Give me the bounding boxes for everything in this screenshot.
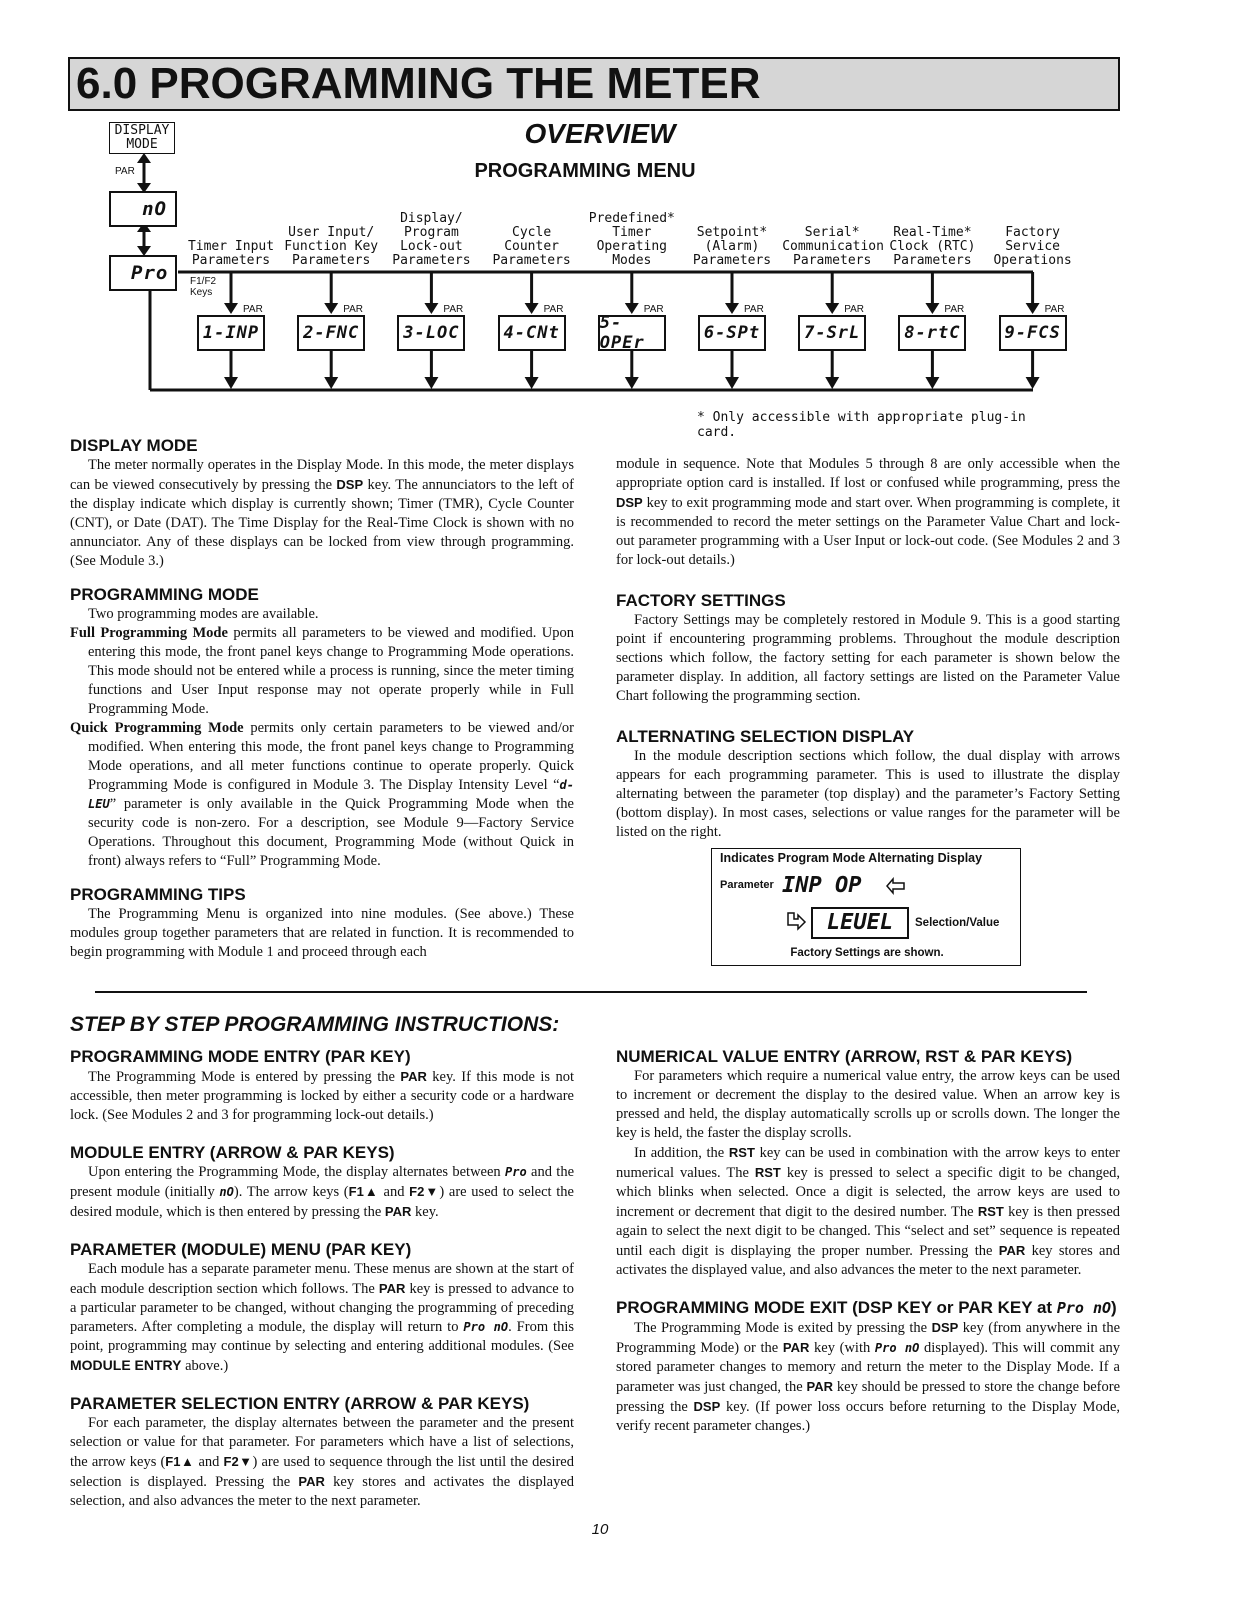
return-arrow-icon [884,877,908,901]
alternating-display-heading: ALTERNATING SELECTION DISPLAY [616,727,915,746]
parameter-display: INP OP [782,873,862,898]
parameter-menu-heading: PARAMETER (MODULE) MENU (PAR KEY) [70,1240,412,1259]
programming-tips-heading: PROGRAMMING TIPS [70,885,246,904]
numerical-entry-paragraph-1: For parameters which require a numerical value entry, the arrow keys can be used to increment or decrement the display to the desired value. When an arrow key is pressed and held, the display automatically scrolls up or scrolls down. The longer the key is held, the faster the display scrolls. [616,1068,1120,1141]
alternating-display-box [711,848,1021,966]
module-label-8: Real-Time* Clock (RTC) Parameters [889,225,976,268]
module-par-label-8: PAR [944,304,965,315]
module-label-4: Cycle Counter Parameters [492,225,571,268]
programming-tips-paragraph: The Programming Menu is organized into nine modules. (See above.) These modules group together parameters that are related in function. It is recommended to begin programming with Module 1 and proceed through each [70,906,574,960]
alternating-display-paragraph: In the module description sections which follow, the dual display with arrows appears for each programming parameter. This is used to illustrate the display alternating between the parameter (top display) and the parameter’s Factory Setting (bottom display). In most cases, selections or value ranges for the parameter will be listed on the right. [616,748,1120,840]
f1-f2-keys-label: F1/F2 Keys [190,276,217,298]
parameter-selection-paragraph: For each parameter, the display alternates between the parameter and the present selection or value for that parameter. For parameters which have a list of selections, the arrow keys (F1▲ and F2▼) are used to sequence through the list until the desired selection is displayed. Pressing the PAR key stores and activates the displayed selection, and also advances the meter to the next parameter. [70,1415,574,1509]
display-mode-box: DISPLAY MODE [109,122,175,154]
module-display-6[interactable]: 6-SPt [698,315,766,351]
section-divider [95,991,1087,993]
page-number: 10 [591,1521,609,1538]
programming-mode-intro: Two programming modes are available. [88,606,319,622]
module-in-arrowhead-7 [825,303,839,314]
left-column [70,436,574,962]
dsp-key-label: DSP [336,477,364,492]
module-in-arrowhead-8 [925,303,939,314]
display-mode-heading: DISPLAY MODE [70,436,198,455]
quick-programming-mode-paragraph: Quick Programming Mode permits only certain parameters to be viewed and/or modified. When entering this mode, the front panel keys change to Programming Mode operations, and all meter functions continue to operate properly. Quick Programming Mode is configured in Module 3. The Display Intensity Level “d-LEU” parameter is only available in the Quick Programming Mode when the security code is non-zero. For a description, see Module 9—Factory Service Operations. Throughout this document, Programming Mode (without Quick in front) always refers to “Full” Programming Mode. [70,720,574,869]
module-label-1: Timer Input Parameters [187,239,275,268]
module-label-6: Setpoint* (Alarm) Parameters [692,225,772,268]
module-in-arrowhead-3 [424,303,438,314]
box-title: Indicates Program Mode Alternating Display [720,851,983,865]
programming-mode-heading: PROGRAMMING MODE [70,585,259,604]
module-par-label-7: PAR [844,304,865,315]
module-par-label-9: PAR [1044,304,1065,315]
module-in-arrowhead-2 [324,303,338,314]
module-display-7[interactable]: 7-SrL [798,315,866,351]
module-display-4[interactable]: 4-CNt [498,315,566,351]
module-label-2: User Input/ Function Key Parameters [284,225,379,268]
module-display-2[interactable]: 2-FNC [297,315,365,351]
right-column [616,455,1120,842]
module-display-3[interactable]: 3-LOC [397,315,465,351]
module-label-5: Predefined* Timer Operating Modes [588,211,675,268]
module-par-label-5: PAR [643,304,664,315]
module-out-arrowhead-8 [925,377,939,389]
module-out-arrowhead-3 [424,377,438,389]
module-out-arrowhead-4 [525,377,539,389]
numerical-entry-paragraph-2: In addition, the RST key can be used in combination with the arrow keys to enter numerical values. The RST key is pressed to select a specific digit to be changed, which blinks when selected. Once a digit is selected, the arrow keys are used to increment or decrement that digit to the desired number. The RST key is then pressed again to select the next digit to be changed. This “select and set” sequence is repeated until each digit is displaying the proper number. Pressing the PAR key stores and activates the displayed value, and also advances the meter to the next parameter. [616,1145,1121,1278]
module-entry-heading: MODULE ENTRY (ARROW & PAR KEYS) [70,1143,395,1162]
parameter-label: Parameter [720,879,774,891]
module-out-arrowhead-9 [1026,377,1040,389]
overview-heading: OVERVIEW [524,118,676,149]
entry-heading: PROGRAMMING MODE ENTRY (PAR KEY) [70,1047,411,1066]
module-label-3: Display/ Program Lock-out Parameters [392,211,471,268]
module-out-arrowhead-5 [625,377,639,389]
par-label: PAR [115,166,135,177]
factory-settings-heading: FACTORY SETTINGS [616,591,786,610]
display-mode-paragraph: The meter normally operates in the Display Mode. In this mode, the meter displays can be viewed consecutively by pressing the DSP key. The annunciators to the left of the display indicate which display is currently shown; Timer (TMR), Cycle Counter (CNT), or Date (DAT). The Time Display for the Real-Time Clock is shown with no annunciator. Any of these displays can be locked from view through programming. (See Module 3.) [70,457,575,569]
entry-paragraph: The Programming Mode is entered by pressing the PAR key. If this mode is not accessible, then meter programming is locked by either a security code or a hardware lock. (See Modules 2 and 3 for programming lock-out details.) [70,1069,575,1123]
factory-settings-paragraph: Factory Settings may be completely restored in Module 9. This is a good starting point if encountering programming problems. Throughout the module description sections which follow, the factory setting for each parameter is shown below the parameter display. In addition, all factory settings are listed on the Parameter Value Chart following the programming section. [616,612,1120,704]
module-par-label-3: PAR [443,304,464,315]
module-out-arrowhead-6 [725,377,739,389]
programming-menu-heading: PROGRAMMING MENU [474,160,696,182]
module-label-9: Factory Service Operations [993,225,1072,268]
module-entry-paragraph: Upon entering the Programming Mode, the display alternates between Pro and the present module (initially nO). The arrow keys (F1▲ and F2▼) are used to select the desired module, which is then entered by pressing the PAR key. [70,1164,575,1220]
programming-exit-heading: PROGRAMMING MODE EXIT (DSP KEY or PAR KEY at Pro nO) [616,1298,1117,1317]
module-par-label-6: PAR [744,304,764,315]
module-par-label-4: PAR [543,304,564,315]
parameter-selection-heading: PARAMETER SELECTION ENTRY (ARROW & PAR KEYS) [70,1394,530,1413]
no-display: nO [109,191,177,227]
full-programming-mode-paragraph: Full Programming Mode permits all parameters to be viewed and modified. Upon entering this mode, the front panel keys change to Programming Mode operations. This mode should not be entered while a process is running, since the meter timing functions and User Input response may not operate properly while in Full Programming Mode. [70,625,574,717]
section-title: 6.0 PROGRAMMING THE METER [68,57,1120,111]
plugin-footnote: * Only accessible with appropriate plug-in card. [697,410,1026,440]
steps-left-column [70,1047,574,1511]
module-display-8[interactable]: 8-rtC [898,315,966,351]
module-out-arrowhead-1 [224,377,238,389]
numerical-entry-heading: NUMERICAL VALUE ENTRY (ARROW, RST & PAR KEYS) [616,1047,1073,1066]
factory-settings-note: Factory Settings are shown. [790,947,944,959]
module-in-arrowhead-4 [525,303,539,314]
module-par-label-1: PAR [243,304,263,315]
module-out-arrowhead-7 [825,377,839,389]
module-label-7: Serial* Communication Parameters [782,225,884,268]
steps-right-column [616,1047,1120,1436]
module-in-arrowhead-9 [1026,303,1040,314]
value-display: LEUEL [811,907,909,939]
down-right-arrow-icon [784,911,808,935]
programming-exit-paragraph: The Programming Mode is exited by pressing the DSP key (from anywhere in the Programming Mode) or the PAR key (with Pro nO displayed). This will commit any stored parameter changes to memory and return the meter to the Display Mode. If a parameter was just changed, the PAR key should be pressed to store the change before pressing the DSP key. (If power loss occurs before returning to the Display Mode, verify recent parameter changes.) [616,1320,1121,1434]
module-in-arrowhead-1 [224,303,238,314]
module-in-arrowhead-6 [725,303,739,314]
selection-value-label: Selection/Value [915,917,1000,929]
module-display-1[interactable]: 1-INP [197,315,265,351]
module-display-9[interactable]: 9-FCS [999,315,1067,351]
module-display-5[interactable]: 5-OPEr [598,315,666,351]
parameter-menu-paragraph: Each module has a separate parameter menu. These menus are shown at the start of each module description section which follows. The PAR key is pressed to advance to a particular parameter to be changed, without changing the programming of preceding parameters. After completing a module, the display will return to Pro nO. From this point, programming may continue by selecting and entering additional modules. (See MODULE ENTRY above.) [70,1261,574,1374]
module-out-arrowhead-2 [324,377,338,389]
pro-display: Pro [109,255,177,291]
module-par-label-2: PAR [343,304,364,315]
tips-continued-paragraph: module in sequence. Note that Modules 5 through 8 are only accessible when the appropriate option card is installed. If lost or confused while programming, press the DSP key to exit programming mode and start over. When programming is complete, it is recommended to record the meter settings on the Parameter Value Chart and lock-out parameter programming with a User Input or lock-out code. (See Modules 2 and 3 for lock-out details.) [616,456,1121,568]
step-by-step-heading: STEP BY STEP PROGRAMMING INSTRUCTIONS: [70,1013,560,1036]
